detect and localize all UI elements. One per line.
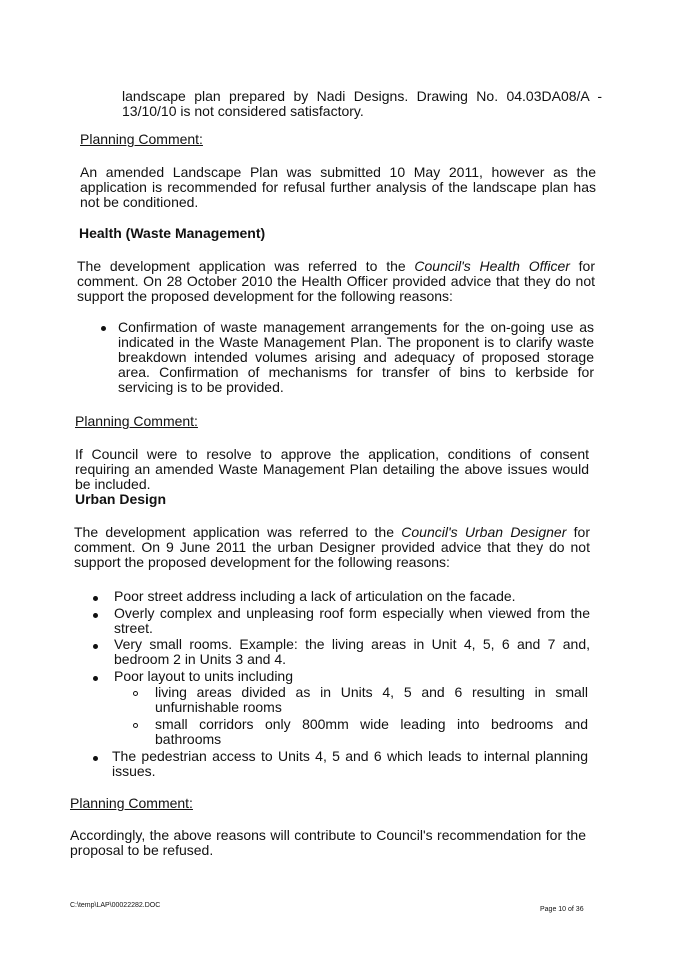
urban-intro-italic: Council's Urban Designer	[401, 524, 567, 540]
urban-intro	[74, 525, 590, 570]
health-intro-pre: The development application was referred to the	[77, 258, 415, 274]
urban-comment: Accordingly, the above reasons will contribute to Council's recommendation for the proposal to be refused.	[70, 827, 586, 858]
urban-bullet-dot-3	[93, 644, 98, 649]
urban-bullet-dot-4	[93, 676, 98, 681]
urban-intro-post: for comment. On 9 June 2011 the urban Designer provided advice that they do not support the proposed development for the following reasons:	[74, 524, 590, 570]
urban-sub-bullet-1: living areas divided as in Units 4, 5 and 6 resulting in small unfurnishable rooms	[155, 684, 588, 715]
urban-sub-bullet-2: small corridors only 800mm wide leading into bedrooms and bathrooms	[155, 716, 588, 747]
urban-bullet-dot-5	[93, 756, 98, 761]
planning-comment-label-1: Planning Comment:	[80, 131, 203, 147]
planning-comment-label-2: Planning Comment:	[75, 413, 198, 429]
urban-sub-bullet-circle-2	[133, 723, 138, 728]
footer-page-number: Page 10 of 36	[540, 906, 584, 913]
urban-intro-pre: The development application was referred to the	[74, 524, 402, 540]
landscape-comment: An amended Landscape Plan was submitted 10 May 2011, however as the application is recommended for refusal further analysis of the landscape plan has not be conditioned.	[80, 164, 596, 210]
intro-continuation: landscape plan prepared by Nadi Designs. Drawing No. 04.03DA08/A - 13/10/10 is not considered satisfactory.	[122, 88, 602, 119]
urban-bullet-4: Poor layout to units including	[114, 668, 293, 684]
health-heading: Health (Waste Management)	[79, 225, 266, 241]
urban-sub-bullet-circle-1	[133, 691, 138, 696]
urban-bullet-5: The pedestrian access to Units 4, 5 and 6 which leads to internal planning issues.	[112, 748, 588, 779]
footer-file-path: C:\temp\LAP\00022282.DOC	[70, 902, 161, 909]
urban-bullet-dot-2	[93, 613, 98, 618]
health-bullet-dot	[101, 326, 106, 331]
urban-heading: Urban Design	[75, 491, 167, 507]
urban-bullet-2: Overly complex and unpleasing roof form especially when viewed from the street.	[114, 605, 590, 636]
health-comment: If Council were to resolve to approve the application, conditions of consent requiring an amended Waste Management Plan detailing the above issues would be included.	[75, 446, 589, 492]
urban-bullet-dot-1	[93, 596, 98, 601]
health-bullet: Confirmation of waste management arrangements for the on-going use as indicated in the Waste Management Plan. The proponent is to clarify waste breakdown intended volumes arising and adequacy of proposed storage area. Confirmation of mechanisms for transfer of bins to kerbside for servicing is to be provided.	[118, 319, 594, 395]
health-intro	[77, 259, 595, 304]
health-intro-post: for comment. On 28 October 2010 the Health Officer provided advice that they do not support the proposed development for the following reasons:	[77, 258, 596, 304]
planning-comment-label-3: Planning Comment:	[70, 795, 193, 811]
urban-bullet-1: Poor street address including a lack of articulation on the facade.	[114, 588, 516, 604]
health-intro-italic: Council's Health Officer	[414, 258, 570, 274]
urban-bullet-3: Very small rooms. Example: the living areas in Unit 4, 5, 6 and 7 and, bedroom 2 in Units 3 and 4.	[114, 636, 590, 667]
